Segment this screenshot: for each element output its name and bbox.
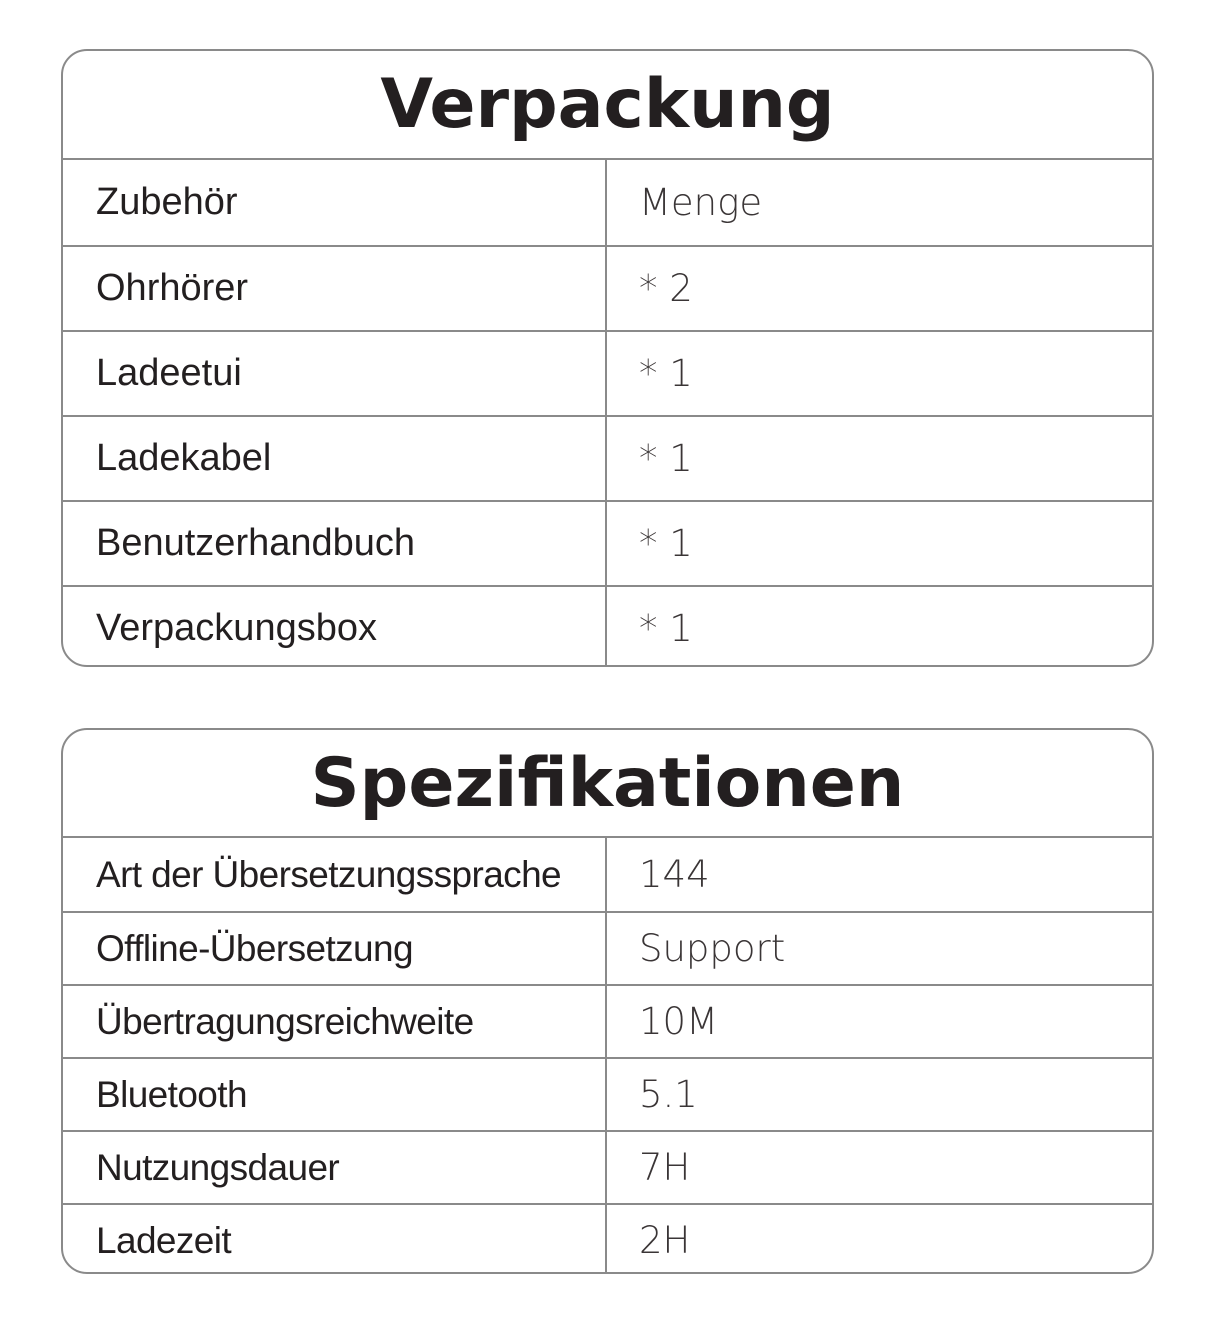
table-row (63, 1057, 1152, 1130)
packaging-qty-cell: Menge (639, 181, 763, 224)
packaging-table (61, 49, 1154, 667)
spec-label-cell: Bluetooth (63, 1059, 607, 1130)
table-row (63, 245, 1152, 330)
packaging-qty-cell: * 1 (639, 437, 693, 480)
spec-label-cell: Art der Übersetzungssprache (63, 838, 607, 911)
packaging-item-cell: Zubehör (63, 160, 607, 245)
spec-value-cell: 144 (639, 853, 710, 896)
packaging-item-cell: Ladekabel (63, 417, 607, 500)
spec-label-cell: Ladezeit (63, 1205, 607, 1274)
spec-value-cell: 10M (639, 1000, 719, 1043)
table-row (63, 1130, 1152, 1203)
packaging-item-cell: Verpackungsbox (63, 587, 607, 667)
packaging-item-cell: Benutzerhandbuch (63, 502, 607, 585)
packaging-item-cell: Ohrhörer (63, 247, 607, 330)
spec-label-cell: Nutzungsdauer (63, 1132, 607, 1203)
table-row (63, 500, 1152, 585)
table-row (63, 1203, 1152, 1274)
table-row (63, 585, 1152, 667)
spec-label-cell: Übertragungsreichweite (63, 986, 607, 1057)
specifications-table (61, 728, 1154, 1274)
table-row (63, 160, 1152, 245)
table-row (63, 330, 1152, 415)
packaging-qty-cell: * 1 (639, 522, 693, 565)
packaging-title: Verpackung (63, 51, 1152, 160)
spec-label-cell: Offline-Übersetzung (63, 913, 607, 984)
spec-value-cell: 5.1 (639, 1073, 698, 1116)
spec-value-cell: Support (639, 927, 786, 970)
packaging-qty-cell: * 2 (639, 267, 693, 310)
table-row (63, 415, 1152, 500)
packaging-qty-cell: * 1 (639, 607, 693, 650)
packaging-qty-cell: * 1 (639, 352, 693, 395)
packaging-item-cell: Ladeetui (63, 332, 607, 415)
table-row (63, 984, 1152, 1057)
spec-value-cell: 2H (639, 1219, 691, 1262)
specifications-title: Spezifikationen (63, 730, 1152, 838)
spec-value-cell: 7H (639, 1146, 691, 1189)
table-row (63, 911, 1152, 984)
table-row (63, 838, 1152, 911)
